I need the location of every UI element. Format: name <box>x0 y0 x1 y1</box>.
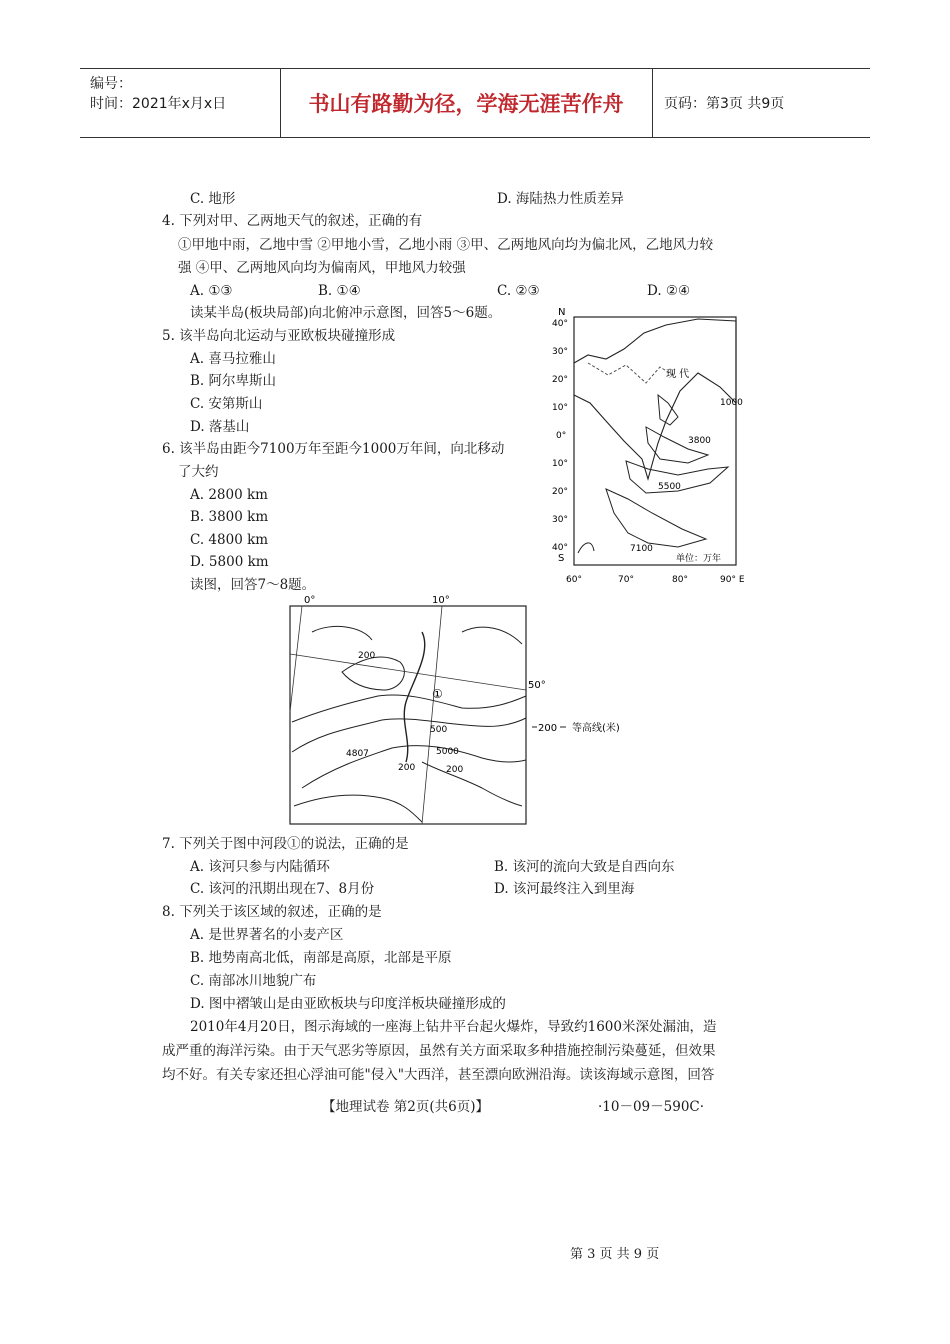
q4-statements-1: ①甲地中雨，乙地中雪 ②甲地小雪，乙地小雨 ③甲、乙两地风向均为偏北风，乙地风力较 <box>178 237 714 253</box>
map1-age-5500: 5500 <box>658 482 681 492</box>
map2-lon-10: 10° <box>432 595 450 606</box>
map1-lat-30s: 30° <box>552 515 568 525</box>
map1-lat-0: 0° <box>556 431 567 441</box>
q7-option-c: C. 该河的汛期出现在7、8月份 <box>190 881 375 897</box>
map2-peak-4807: 4807 <box>346 749 369 759</box>
map1-lat-40s: 40° <box>552 543 568 553</box>
page-code: 页码：第3页 共9页 <box>664 96 785 112</box>
map1-lat-10n: 10° <box>552 403 568 413</box>
map1-lat-40n: 40° <box>552 319 568 329</box>
page-number: 第 3 页 共 9 页 <box>570 1247 660 1262</box>
map1-lon-90: 90° E <box>720 575 745 585</box>
map1-lon-80: 80° <box>672 575 688 585</box>
map2-lon-0: 0° <box>304 595 316 606</box>
question-8: 8. 下列关于该区域的叙述，正确的是 <box>162 904 382 920</box>
q3-option-d: D. 海陆热力性质差异 <box>497 191 624 207</box>
q7-option-d: D. 该河最终注入到里海 <box>494 881 635 897</box>
q3-option-c: C. 地形 <box>190 191 236 207</box>
motto: 书山有路勤为径，学海无涯苦作舟 <box>280 69 653 137</box>
question-4: 4. 下列对甲、乙两地天气的叙述，正确的有 <box>162 213 423 229</box>
map2-legend-text: 等高线(米) <box>572 723 620 734</box>
exam-code: ·10－09－590C· <box>598 1099 705 1115</box>
passage-line-3: 均不好。有关专家还担心浮油可能"侵入"大西洋，甚至漂向欧洲沿海。读该海域示意图，回答 <box>162 1067 715 1083</box>
map1-lat-10s: 10° <box>552 459 568 469</box>
q4-option-a: A. ①③ <box>190 283 233 299</box>
q5-option-b: B. 阿尔卑斯山 <box>190 373 277 389</box>
map2-contour-label-5000: 5000 <box>436 747 459 757</box>
q8-option-a: A. 是世界著名的小麦产区 <box>190 927 344 943</box>
map1-lat-20s: 20° <box>552 487 568 497</box>
q8-option-d: D. 图中褶皱山是由亚欧板块与印度洋板块碰撞形成的 <box>190 996 506 1012</box>
q7-option-b: B. 该河的流向大致是自西向东 <box>494 859 675 875</box>
peninsula-drift-map <box>548 303 770 587</box>
map1-frame <box>574 317 736 565</box>
map2-intro: 读图，回答7～8题。 <box>190 577 316 593</box>
q8-option-b: B. 地势南高北低，南部是高原，北部是平原 <box>190 950 452 966</box>
question-6: 6. 该半岛由距今7100万年至距今1000万年间，向北移动 <box>162 441 505 457</box>
map2-frame <box>290 606 526 824</box>
q4-option-b: B. ①④ <box>318 283 361 299</box>
map2-contour-label-200c: 200 <box>446 765 464 775</box>
map1-unit: 单位：万年 <box>676 554 722 564</box>
question-7: 7. 下列关于图中河段①的说法，正确的是 <box>162 836 409 852</box>
map1-south-label: S <box>558 553 565 564</box>
q6-option-c: C. 4800 km <box>190 532 269 548</box>
passage-line-1: 2010年4月20日，图示海域的一座海上钻井平台起火爆炸，导致约1600米深处漏油，造 <box>190 1019 717 1035</box>
page-header <box>80 68 870 138</box>
q5-option-d: D. 落基山 <box>190 419 250 435</box>
map2-legend-value: 200 <box>538 723 558 734</box>
header-info-cell <box>80 69 281 137</box>
q4-option-d: D. ②④ <box>647 283 691 299</box>
map2-lat-50: 50° <box>528 680 546 691</box>
q8-option-c: C. 南部冰川地貌广布 <box>190 973 317 989</box>
map1-north-label: N <box>558 307 566 318</box>
map1-present-label: 现 代 <box>666 369 690 380</box>
map1-age-3800: 3800 <box>688 436 711 446</box>
map1-intro: 读某半岛(板块局部)向北俯冲示意图，回答5～6题。 <box>190 305 502 321</box>
q4-statements-2: 强 ④甲、乙两地风向均为偏南风，甲地风力较强 <box>178 260 466 276</box>
map1-age-1000: 1000 <box>720 398 743 408</box>
map1-lat-30n: 30° <box>552 347 568 357</box>
map2-river-marker: ① <box>432 687 443 701</box>
q4-option-c: C. ②③ <box>497 283 540 299</box>
map2-contour-label-200b: 200 <box>398 763 416 773</box>
q5-option-a: A. 喜马拉雅山 <box>190 351 276 367</box>
number-label: 编号： <box>90 76 132 92</box>
question-5: 5. 该半岛向北运动与亚欧板块碰撞形成 <box>162 328 396 344</box>
passage-line-2: 成严重的海洋污染。由于天气恶劣等原因，虽然有关方面采取多种措施控制污染蔓延，但效果 <box>162 1043 716 1059</box>
map1-age-7100: 7100 <box>630 544 653 554</box>
map2-contour-label-500: 500 <box>430 725 448 735</box>
q7-option-a: A. 该河只参与内陆循环 <box>190 859 330 875</box>
map1-lat-20n: 20° <box>552 375 568 385</box>
q5-option-c: C. 安第斯山 <box>190 396 263 412</box>
contour-region-map <box>282 592 652 828</box>
q6-option-d: D. 5800 km <box>190 554 269 570</box>
q6-option-a: A. 2800 km <box>190 487 268 503</box>
map2-contour-label-200: 200 <box>358 651 376 661</box>
time-label: 时间：2021年x月x日 <box>90 96 227 112</box>
map1-lon-60: 60° <box>566 575 582 585</box>
exam-footer: 【地理试卷 第2页(共6页)】 <box>322 1099 490 1115</box>
map1-lon-70: 70° <box>618 575 634 585</box>
question-6-cont: 了大约 <box>178 464 219 480</box>
q6-option-b: B. 3800 km <box>190 509 269 525</box>
